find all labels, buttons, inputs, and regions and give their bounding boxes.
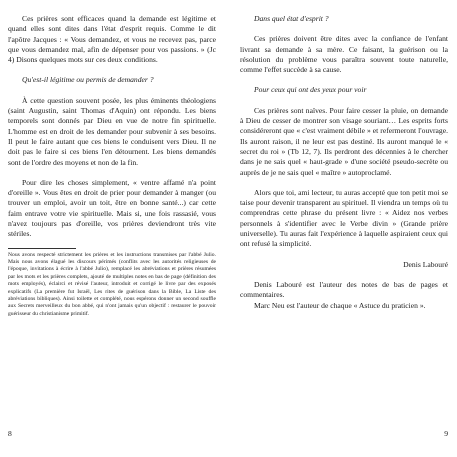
paragraph: Ces prières sont naïves. Pour faire cesser la pluie, on demande à Dieu de cesser de montrer son visage souriant… Les esprits forts considéreront que « c'est vraiment débile » et refermeront l'ouvrage. Ils auront raison, il ne leur est pas destiné. Ils auront manqué le « secret du roi » (Tb 12, 7). Ils perdront des décennies à le chercher dans je ne sais quel « haut-grade » d'une société pseudo-secrète ou auprès de je ne sais quel « maître » autoproclamé. (240, 105, 448, 177)
section-heading: Pour ceux qui ont des yeux pour voir (254, 85, 367, 95)
section-heading: Dans quel état d'esprit ? (254, 14, 329, 23)
page-number: 8 (8, 429, 12, 438)
section-heading: Qu'est-il légitime ou permis de demander ? (22, 75, 154, 85)
right-page (240, 14, 448, 444)
paragraph: Pour dire les choses simplement, « ventre affamé n'a point d'oreille ». Vous êtes en droit de prier pour demander à manger (ou trouver un emploi, avoir un toit, être en bonne santé...) car cette faim entrave votre vie spirituelle. Mais si, une fois rassasié, vous n'avez toujours pas d'oreille, vos prières deviendront très vite stériles. (8, 177, 216, 239)
page-number: 9 (444, 429, 448, 438)
left-page (8, 14, 216, 444)
paragraph: Alors que toi, ami lecteur, tu auras accepté que ton petit moi se taise pour devenir transparent au spirituel. Il viendra un temps où tu comprendras cette phrase du présent livre : « Aidez nos verbes personnels à s'identifier avec le Verbe divin » (Grande prière universelle). Tu auras fait l'expérience à laquelle aspiraient ceux qui ont refusé la simplicité. (240, 187, 448, 249)
signature: Denis Labouré (403, 259, 448, 269)
paragraph: Marc Neu est l'auteur de chaque « Astuce du praticien ». (254, 300, 426, 310)
paragraph: Ces prières sont efficaces quand la demande est légitime et quand elles sont dites dans l'état d'esprit requis. Comme le dit l'apôtre Jacques : « Vous demandez, et vous ne recevez pas, parce que vous demandez mal, afin de dépenser pour vos passions. » (Jc 4) Disons quelques mots sur ces deux conditions. (8, 14, 216, 65)
paragraph: Ces prières doivent être dites avec la confiance de l'enfant livrant sa demande à sa mère. Ce faisant, la guérison ou la résolution du problème vous paraîtra souvent toute naturelle, comme l'effet succède à sa cause. (240, 34, 448, 75)
paragraph: Denis Labouré est l'auteur des notes de bas de pages et commentaires. (240, 279, 448, 300)
paragraph: À cette question souvent posée, les plus éminents théologiens (saint Augustin, saint Thomas d'Aquin) ont répondu. Les biens temporels sont donnés par Dieu en vue de notre fin spirituelle. L'homme est en droit de les demander pour subvenir à ses besoins. Il peut le faire autant que ces biens le conduisent vers Dieu. Il ne doit pas le faire si ces biens l'en détournent. Les biens demandés sont de l'ordre des moyens et non de la fin. (8, 95, 216, 167)
footnote: Nous avons respecté strictement les prières et les instructions transmises par l'abbé Julio. Mais nous avons élagué les discours périmés (conflits avec les autorités religieuses de l'époque, invitations à écrire à l'abbé Julio), remplacé les abréviations et prières résumées par les mots et les prières complets, ajouté de multiples notes en bas de page (définition des mots employés), éclairci et révisé l'auteur, introduit et corrigé le livre par des exposés explicatifs (La première fut Israël, Les rites de guérison dans la Bible, La Liste des abréviations bibliques). Ainsi toilette et complété, nous espérons donner un second souffle aux Secrets merveilleux du bon abbé, qui n'ont jamais qu'un objectif : restaurer le pouvoir guérisseur du christianisme primitif. (8, 251, 216, 317)
footnote-rule (8, 248, 76, 249)
